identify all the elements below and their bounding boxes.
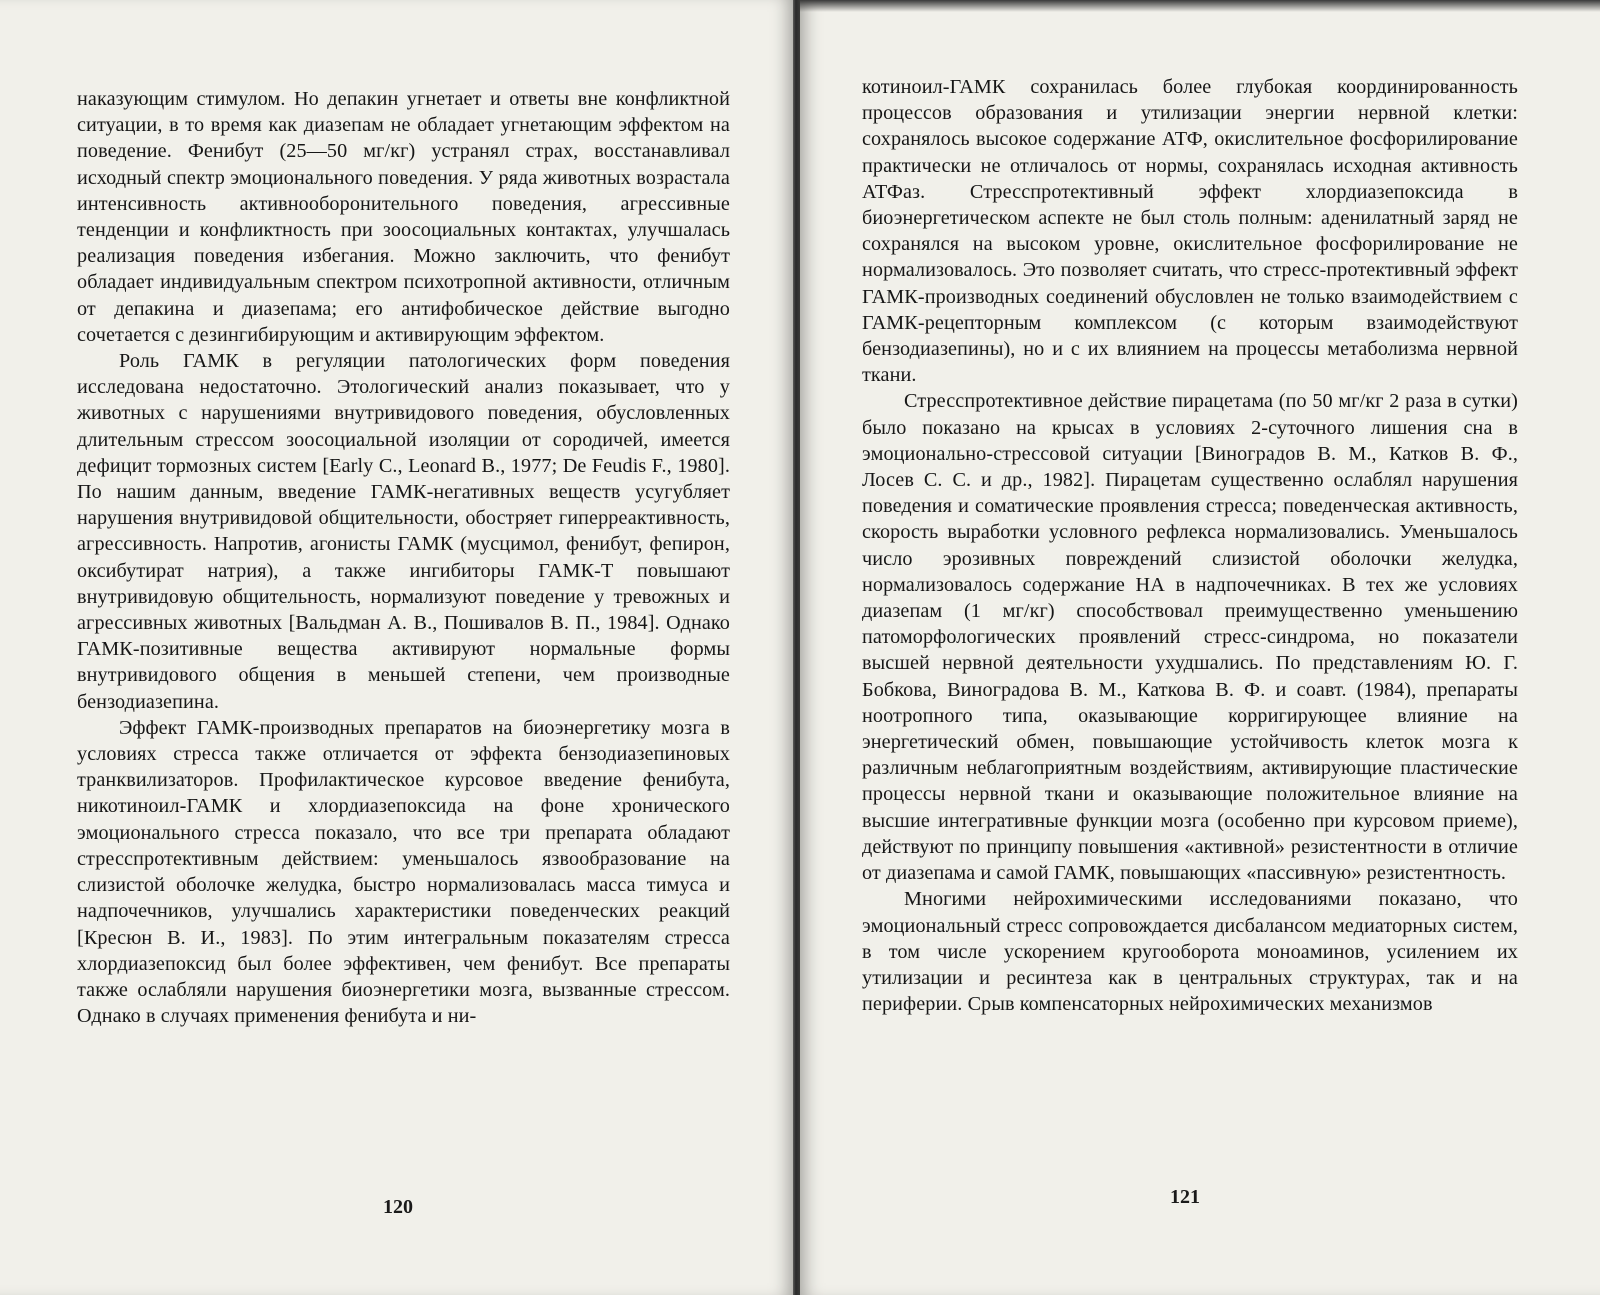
left-page [0, 0, 793, 1295]
paragraph: Роль ГАМК в регуляции патологических форм поведения исследована недостаточно. Этологический анализ показывает, что у животных с нарушениями внутривидового поведения, обусловленных длительным стрессом зоосоциальной изоляции от сородичей, имеется дефицит тормозных систем [Early C., Leonard B., 1977; De Feudis F., 1980]. По нашим данным, введение ГАМК-негативных веществ усугубляет нарушения внутривидовой общительности, обостряет гиперреактивность, агрессивность. Напротив, агонисты ГАМК (мусцимол, фенибут, фепирон, оксибутират натрия), а также ингибиторы ГАМК-Т повышают внутривидовую общительность, нормализуют поведение у тревожных и агрессивных животных [Вальдман А. В., Пошивалов В. П., 1984]. Однако ГАМК-позитивные вещества активируют нормальные формы внутривидового общения в меньшей степени, чем производные бензодиазепина. [77, 350, 730, 713]
right-page [800, 0, 1600, 1295]
left-page-text [77, 86, 730, 1029]
right-page-text [862, 74, 1518, 1017]
book-gutter [793, 0, 800, 1295]
page-number: 120 [383, 1196, 413, 1218]
paragraph: Эффект ГАМК-производных препаратов на биоэнергетику мозга в условиях стресса также отличается от эффекта бензодиазепиновых транквилизаторов. Профилактическое курсовое введение фенибута, никотиноил-ГАМК и хлордиазепоксида на фоне хронического эмоционального стресса показало, что все три препарата обладают стресспротективным действием: уменьшалось язвообразование на слизистой оболочке желудка, быстро нормализовалась масса тимуса и надпочечников, улучшались характеристики поведенческих реакций [Кресюн В. И., 1983]. По этим интегральным показателям стресса хлордиазепоксид был более эффективен, чем фенибут. Все препараты также ослабляли нарушения биоэнергетики мозга, вызванные стрессом. Однако в случаях применения фенибута и ни- [77, 716, 730, 1028]
paragraph: Многими нейрохимическими исследованиями показано, что эмоциональный стресс сопровождается дисбалансом медиаторных систем, в том числе ускорением кругооборота моноаминов, усилением их утилизации и ресинтеза как в центральных структурах, так и на периферии. Срыв компенсаторных нейрохимических механизмов [862, 888, 1518, 1016]
paragraph: котиноил-ГАМК сохранилась более глубокая координированность процессов образования и утилизации энергии нервной клетки: сохранялось высокое содержание АТФ, окислительное фосфорилирование практически не отличалось от нормы, сохранялась исходная активность АТФаз. Стресспротективный эффект хлордиазепоксида в биоэнергетическом аспекте не был столь полным: аденилатный заряд не сохранялся на высоком уровне, окислительное фосфорилирование не нормализовалось. Это позволяет считать, что стресс-протективный эффект ГАМК-производных соединений обусловлен не только взаимодействием с ГАМК-рецепторным комплексом (с которым взаимодействуют бензодиазепины), но и с их влиянием на процессы метаболизма нервной ткани. [862, 76, 1518, 387]
paragraph: наказующим стимулом. Но депакин угнетает и ответы вне конфликтной ситуации, в то время как диазепам не обладает угнетающим эффектом на поведение. Фенибут (25—50 мг/кг) устранял страх, восстанавливал исходный спектр эмоционального поведения. У ряда животных возрастала интенсивность активнооборонительного поведения, агрессивные тенденции и конфликтность при зоосоциальных контактах, улучшалась реализация поведения избегания. Можно заключить, что фенибут обладает индивидуальным спектром психотропной активности, отличным от депакина и диазепама; его антифобическое действие выгодно сочетается с дезингибирующим и активирующим эффектом. [77, 88, 730, 346]
page-edge-shadow [800, 0, 1600, 12]
page-number: 121 [1170, 1186, 1200, 1208]
paragraph: Стресспротективное действие пирацетама (по 50 мг/кг 2 раза в сутки) было показано на крысах в условиях 2-суточного лишения сна в эмоционально-стрессовой ситуации [Виноградов В. М., Катков В. Ф., Лосев С. С. и др., 1982]. Пирацетам существенно ослаблял нарушения поведения и соматические проявления стресса; поведенческая активность, скорость выработки условного рефлекса нормализовались. Уменьшалось число эрозивных повреждений слизистой оболочки желудка, нормализовалось содержание НА в надпочечниках. В тех же условиях диазепам (1 мг/кг) способствовал преимущественно уменьшению патоморфологических проявлений стресс-синдрома, но показатели высшей нервной деятельности ухудшались. По представлениям Ю. Г. Бобкова, Виноградова В. М., Каткова В. Ф. и соавт. (1984), препараты ноотропного типа, оказывающие корригирующее влияние на энергетический обмен, повышающие устойчивость клеток мозга к различным неблагоприятным воздействиям, активирующие пластические процессы нервной ткани и оказывающие положительное влияние на высшие интегративные функции мозга (особенно при курсовом приеме), действуют по принципу повышения «активной» резистентности в отличие от диазепама и самой ГАМК, повышающих «пассивную» резистентность. [862, 390, 1518, 885]
